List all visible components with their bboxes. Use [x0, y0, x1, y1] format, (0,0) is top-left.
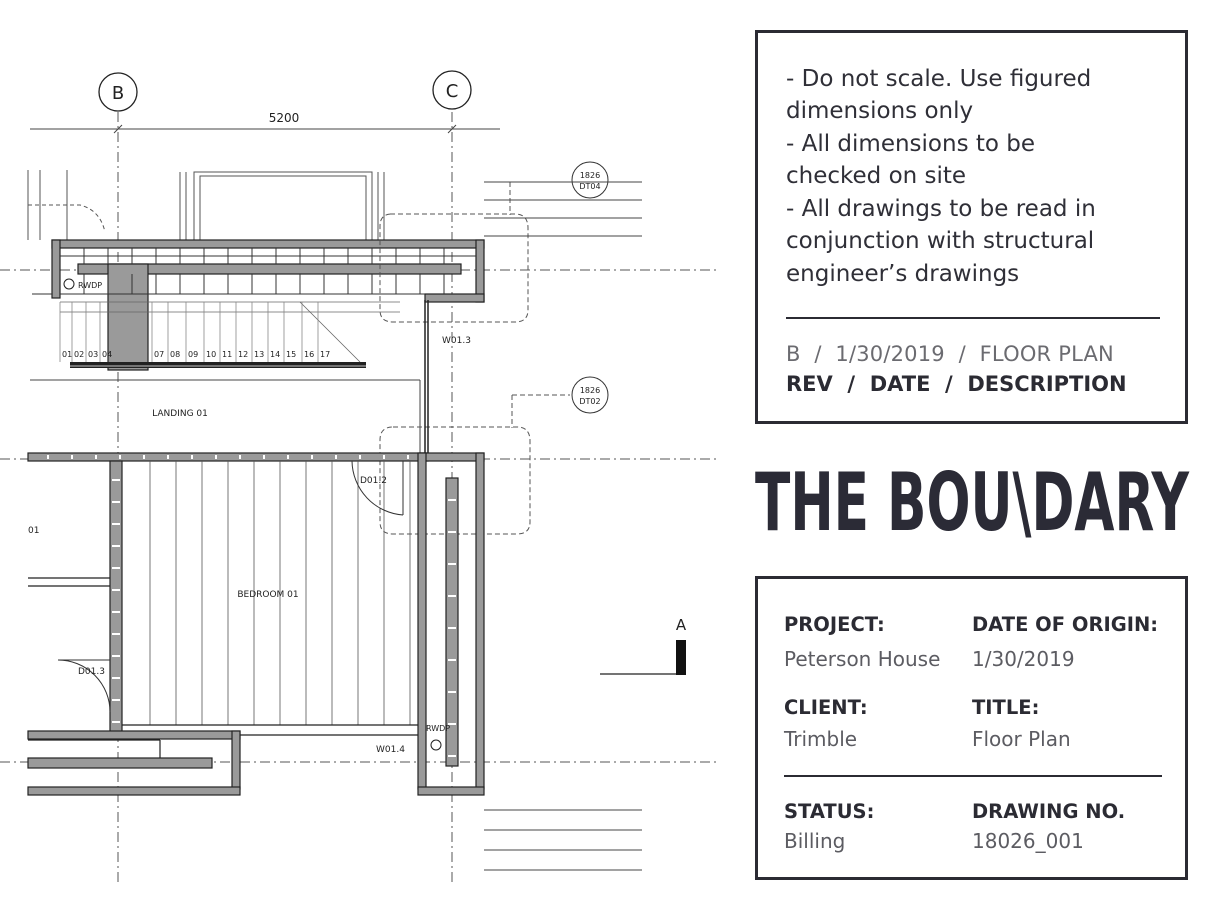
revision-heading: REV — [786, 372, 833, 396]
section-marker — [600, 616, 687, 675]
stair-step-number: 16 — [304, 350, 315, 359]
stair-step-number: 10 — [206, 350, 217, 359]
info-divider — [784, 775, 1162, 777]
window-label-w013: W01.3 — [442, 336, 471, 346]
note-line: - Do not scale. Use figured — [786, 66, 1092, 92]
note-line: checked on site — [786, 163, 967, 189]
dimension-label: 5200 — [268, 111, 300, 125]
stair-step-number: 08 — [170, 350, 181, 359]
title-label: TITLE: — [972, 696, 1040, 719]
callout-dt04-line2: DT04 — [579, 182, 601, 191]
bedroom-label: BEDROOM 01 — [237, 590, 299, 600]
client-label: CLIENT: — [784, 696, 868, 719]
revision-headings: REV / DATE / DESCRIPTION — [786, 372, 1127, 396]
revision-description-value: FLOOR PLAN — [979, 342, 1114, 366]
note-line: engineer’s drawings — [786, 261, 1020, 287]
description-heading: DESCRIPTION — [967, 372, 1127, 396]
stair-step-number: 15 — [286, 350, 297, 359]
stair-step-number: 07 — [154, 350, 165, 359]
date-of-origin-label: DATE OF ORIGIN: — [972, 613, 1159, 636]
stair-step-number: 12 — [238, 350, 249, 359]
room-label-left: 01 — [28, 526, 40, 536]
notes-panel — [755, 30, 1188, 424]
revision-date-value: 1/30/2019 — [835, 342, 945, 366]
drawing-number-label: DRAWING NO. — [972, 800, 1126, 823]
note-line: conjunction with structural — [786, 228, 1095, 254]
rwdp-label-bottom: RWDP — [426, 724, 451, 733]
door-label-d012: D01.2 — [360, 476, 387, 486]
callout-dt04 — [572, 162, 608, 198]
stair-step-number: 09 — [188, 350, 199, 359]
grid-label-b: B — [111, 83, 125, 104]
note-line: dimensions only — [786, 98, 974, 124]
section-marker-label: A — [675, 616, 687, 634]
window-label-w014: W01.4 — [376, 745, 405, 755]
project-label: PROJECT: — [784, 613, 885, 636]
stair-step-number: 02 — [74, 350, 85, 359]
note-line: - All dimensions to be — [786, 131, 1036, 157]
revision-values: B / 1/30/2019 / FLOOR PLAN — [786, 342, 1114, 366]
stair-step-number: 11 — [222, 350, 233, 359]
date-heading: DATE — [869, 372, 931, 396]
callout-dt02-line2: DT02 — [579, 397, 601, 406]
project-value: Peterson House — [784, 647, 941, 671]
client-value: Trimble — [784, 727, 858, 751]
status-value: Billing — [784, 829, 846, 853]
revision-value: B — [786, 342, 801, 366]
status-label: STATUS: — [784, 800, 875, 823]
stair-step-number: 13 — [254, 350, 265, 359]
callout-dt02-line1: 1826 — [579, 386, 601, 395]
note-line: - All drawings to be read in — [786, 196, 1096, 222]
stair-step-number: 03 — [88, 350, 99, 359]
stair-step-number: 04 — [102, 350, 113, 359]
logo-wordmark: THE BOU\DARY — [755, 458, 1190, 538]
title-block-panel — [755, 576, 1188, 880]
notes-divider — [786, 317, 1160, 319]
stair-step-number: 01 — [62, 350, 73, 359]
stair-step-number: 17 — [320, 350, 331, 359]
stair-step-number: 14 — [270, 350, 281, 359]
drawing-number-value: 18026_001 — [972, 829, 1084, 853]
callout-dt02 — [572, 377, 608, 413]
landing-label: LANDING 01 — [152, 409, 208, 419]
title-value: Floor Plan — [972, 727, 1071, 751]
callout-dt04-line1: 1826 — [579, 171, 601, 180]
rwdp-label-top: RWDP — [78, 281, 103, 290]
grid-label-c: C — [445, 81, 459, 102]
door-label-d013: D01.3 — [78, 667, 105, 677]
company-logo — [752, 458, 1192, 538]
date-of-origin-value: 1/30/2019 — [972, 647, 1075, 671]
